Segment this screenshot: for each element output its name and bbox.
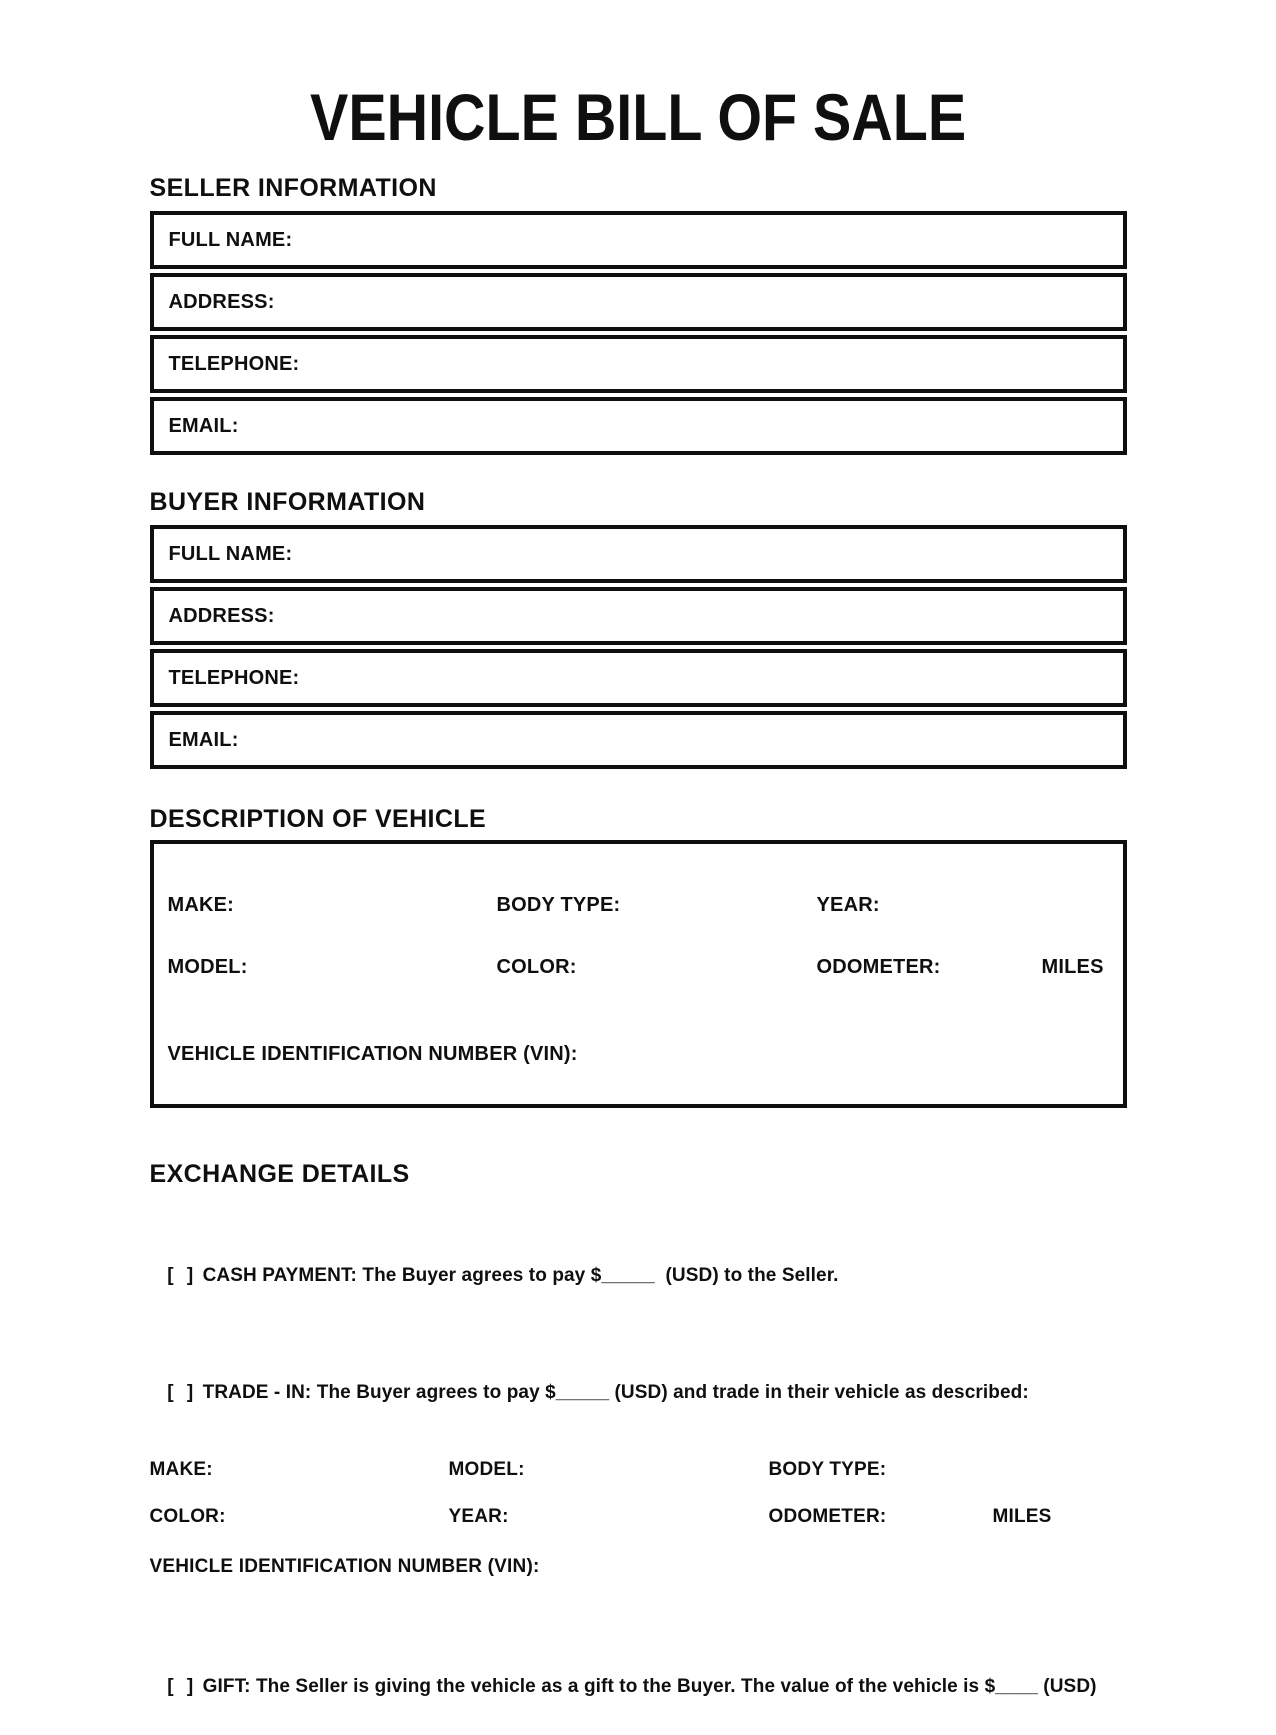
trade-model-field[interactable] bbox=[449, 1457, 769, 1484]
vehicle-description-row-2 bbox=[168, 954, 1123, 982]
gift-text: GIFT: The Seller is giving the vehicle as a gift to the Buyer. The value of the vehicle is $____ (USD) bbox=[202, 1676, 1097, 1697]
vehicle-year-field[interactable] bbox=[817, 892, 1042, 920]
cash-payment-line bbox=[150, 1237, 1127, 1316]
vehicle-description-row-1 bbox=[168, 892, 1123, 920]
seller-full-name-label: FULL NAME: bbox=[168, 228, 293, 251]
buyer-full-name-field[interactable] bbox=[150, 525, 1127, 583]
seller-section-heading: SELLER INFORMATION bbox=[149, 174, 437, 202]
vehicle-body-type-label: BODY TYPE: bbox=[496, 894, 621, 916]
vehicle-make-field[interactable] bbox=[168, 892, 497, 920]
buyer-address-label: ADDRESS: bbox=[168, 604, 275, 627]
trade-in-line bbox=[150, 1354, 1127, 1433]
buyer-email-label: EMAIL: bbox=[168, 728, 239, 751]
trade-vin-label: VEHICLE IDENTIFICATION NUMBER (VIN): bbox=[149, 1556, 540, 1577]
trade-color-field[interactable] bbox=[150, 1504, 449, 1531]
gift-line bbox=[150, 1648, 1127, 1727]
trade-make-field[interactable] bbox=[150, 1457, 449, 1484]
buyer-email-field[interactable] bbox=[150, 711, 1127, 769]
vehicle-color-field[interactable] bbox=[497, 954, 817, 982]
cash-payment-checkbox[interactable]: [ ] bbox=[167, 1265, 198, 1286]
trade-odometer-label: ODOMETER: bbox=[768, 1506, 887, 1527]
cash-payment-text: CASH PAYMENT: The Buyer agrees to pay $_____ (USD) to the Seller. bbox=[202, 1265, 839, 1286]
buyer-info-table bbox=[150, 525, 1127, 769]
seller-telephone-label: TELEPHONE: bbox=[168, 352, 300, 375]
vehicle-miles-label: MILES bbox=[1041, 956, 1104, 978]
vehicle-vin-field[interactable] bbox=[168, 1041, 1123, 1069]
page-title-text: VEHICLE BILL OF SALE bbox=[309, 80, 967, 154]
vehicle-year-label: YEAR: bbox=[816, 894, 880, 916]
trade-year-field[interactable] bbox=[449, 1504, 769, 1531]
seller-telephone-field[interactable] bbox=[150, 335, 1127, 393]
buyer-telephone-label: TELEPHONE: bbox=[168, 666, 300, 689]
trade-odometer-field[interactable] bbox=[769, 1504, 993, 1531]
exchange-section-heading: EXCHANGE DETAILS bbox=[149, 1160, 410, 1188]
trade-miles-label: MILES bbox=[992, 1506, 1052, 1527]
trade-in-text: TRADE - IN: The Buyer agrees to pay $_____ (USD) and trade in their vehicle as described: bbox=[202, 1382, 1029, 1403]
seller-address-label: ADDRESS: bbox=[168, 290, 275, 313]
vehicle-odometer-label: ODOMETER: bbox=[816, 956, 941, 978]
buyer-telephone-field[interactable] bbox=[150, 649, 1127, 707]
trade-in-row-2 bbox=[150, 1504, 1127, 1531]
trade-body-type-field[interactable] bbox=[769, 1457, 993, 1484]
trade-miles-unit bbox=[993, 1504, 1127, 1531]
vehicle-body-type-field[interactable] bbox=[497, 892, 817, 920]
vehicle-vin-label: VEHICLE IDENTIFICATION NUMBER (VIN): bbox=[167, 1043, 578, 1065]
trade-make-label: MAKE: bbox=[149, 1459, 213, 1480]
page-title bbox=[150, 80, 1127, 154]
trade-model-label: MODEL: bbox=[448, 1459, 525, 1480]
vehicle-description-box[interactable] bbox=[150, 840, 1127, 1108]
buyer-address-field[interactable] bbox=[150, 587, 1127, 645]
vehicle-color-label: COLOR: bbox=[496, 956, 577, 978]
vehicle-section-heading: DESCRIPTION OF VEHICLE bbox=[149, 805, 487, 833]
trade-in-row-1 bbox=[150, 1457, 1127, 1484]
trade-vin-field[interactable] bbox=[150, 1554, 1127, 1581]
vehicle-model-label: MODEL: bbox=[167, 956, 248, 978]
gift-checkbox[interactable]: [ ] bbox=[167, 1676, 198, 1697]
trade-body-type-label: BODY TYPE: bbox=[768, 1459, 887, 1480]
seller-address-field[interactable] bbox=[150, 273, 1127, 331]
trade-in-checkbox[interactable]: [ ] bbox=[167, 1382, 198, 1403]
seller-email-label: EMAIL: bbox=[168, 414, 239, 437]
buyer-full-name-label: FULL NAME: bbox=[168, 542, 293, 565]
trade-year-label: YEAR: bbox=[448, 1506, 509, 1527]
seller-email-field[interactable] bbox=[150, 397, 1127, 455]
seller-full-name-field[interactable] bbox=[150, 211, 1127, 269]
seller-info-table bbox=[150, 211, 1127, 455]
trade-color-label: COLOR: bbox=[149, 1506, 226, 1527]
bill-of-sale-document bbox=[149, 80, 1127, 1727]
buyer-section-heading: BUYER INFORMATION bbox=[149, 488, 426, 516]
vehicle-make-label: MAKE: bbox=[167, 894, 235, 916]
vehicle-miles-unit bbox=[1042, 954, 1123, 982]
vehicle-model-field[interactable] bbox=[168, 954, 497, 982]
vehicle-odometer-field[interactable] bbox=[817, 954, 1042, 982]
